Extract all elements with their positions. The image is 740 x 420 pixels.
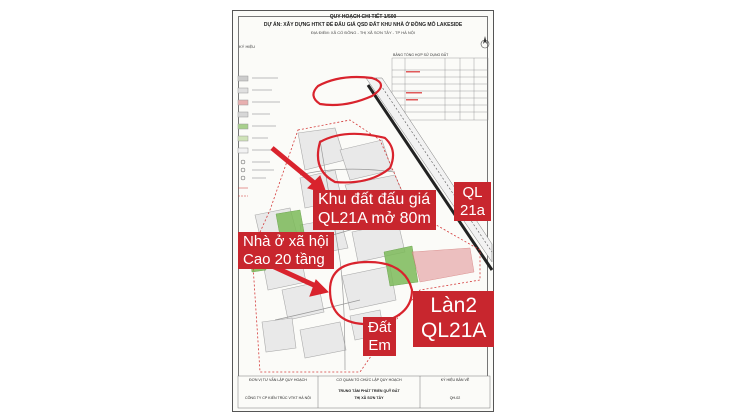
khu-dat-line1: Khu đất đấu giá (318, 191, 431, 208)
nha-o-line1: Nhà ở xã hội (243, 233, 329, 250)
table-red-rows (406, 71, 422, 101)
organizer-name: TRUNG TÂM PHÁT TRIỂN QUỸ ĐẤT (338, 389, 400, 393)
nha-o-line2: Cao 20 tầng (243, 250, 325, 268)
pink-zones (412, 248, 474, 282)
legend-text-lines (252, 78, 280, 178)
organizer-town: THỊ XÃ SƠN TÂY (354, 396, 384, 400)
landuse-table-title: BẢNG TỔNG HỢP SỬ DỤNG ĐẤT (393, 53, 449, 57)
ql-line2: 21a (460, 201, 486, 219)
khu-dat-dau-gia-label (313, 190, 436, 230)
landuse-table (392, 58, 488, 120)
khu-dat-line2: QL21A mở 80m (318, 209, 431, 227)
organizer-label: CƠ QUAN TỔ CHỨC LẬP QUY HOẠCH (336, 378, 402, 382)
lan2-ql21a-label (413, 291, 494, 347)
dat-em-line1: Đất (368, 319, 392, 336)
lan2-line1: Làn2 (430, 294, 478, 317)
north-arrow-icon (481, 36, 489, 48)
project-location: ĐỊA ĐIỂM: XÃ CỔ ĐÔNG - THỊ XÃ SƠN TÂY - TP HÀ NỘI (311, 30, 415, 35)
drawing-code: QH-02 (449, 396, 461, 400)
ql-line1: QL (462, 184, 483, 201)
consultant-name: CÔNG TY CP KIẾN TRÚC VTKT HÀ NỘI (245, 396, 311, 400)
legend-title: KÝ HIỆU (239, 44, 256, 49)
legend (238, 76, 248, 196)
lan2-line2: QL21A (421, 318, 487, 342)
dat-em-line2: Em (368, 336, 391, 354)
nha-o-xa-hoi-label (238, 232, 334, 269)
ql21a-label (454, 182, 491, 221)
project-title: DỰ ÁN: XÂY DỰNG HTKT ĐỂ ĐẤU GIÁ QSD ĐẤT KHU NHÀ Ở ĐỒNG MÔ LAKESIDE (263, 22, 463, 28)
dat-em-label (363, 317, 396, 356)
sheet-title: QUY HOẠCH CHI TIẾT 1/500 (329, 14, 397, 20)
drawing-code-label: KÝ HIỆU BẢN VẼ (440, 378, 470, 382)
consultant-label: ĐƠN VỊ TƯ VẤN LẬP QUY HOẠCH (249, 378, 307, 382)
